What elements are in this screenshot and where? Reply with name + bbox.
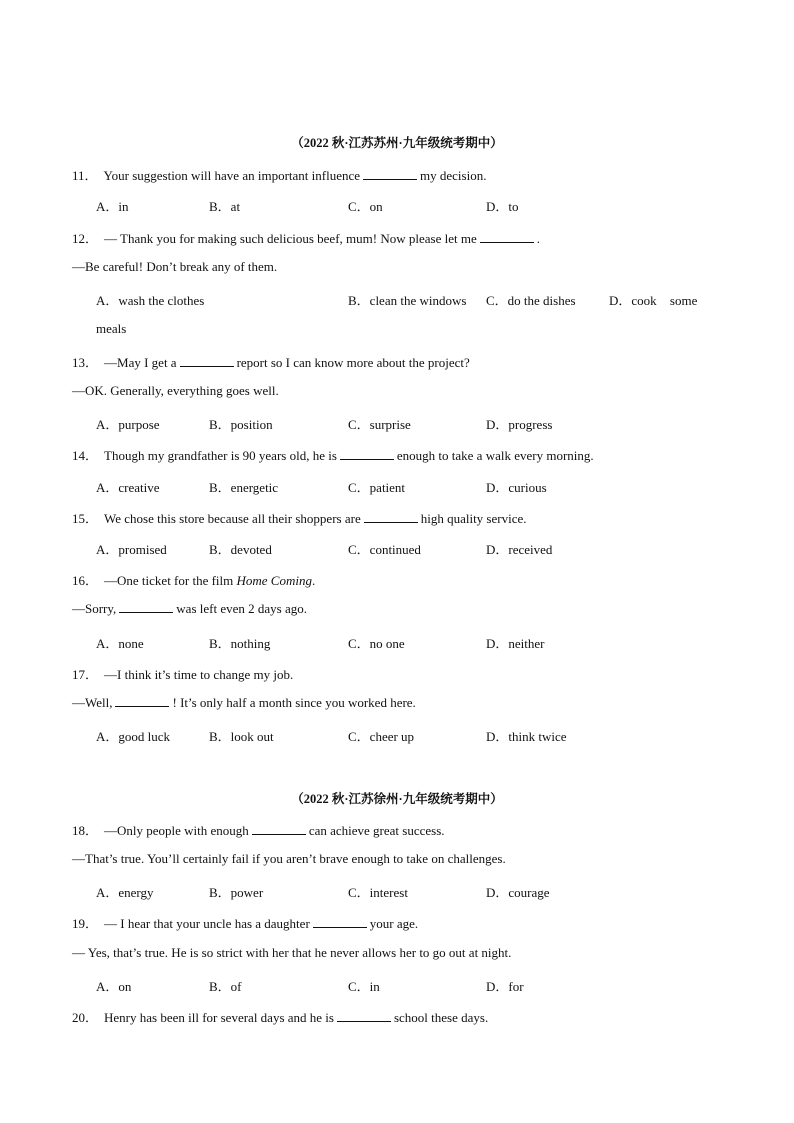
option-b: B．clean the windows [348, 293, 467, 308]
answer-blank [313, 916, 367, 928]
option-c: C．interest [348, 885, 408, 900]
question-number: 17． [72, 667, 99, 682]
option-d: D．curious [486, 480, 547, 495]
question-stem-end: school these days. [393, 1010, 489, 1025]
reply-19: — Yes, that’s true. He is so strict with her that he never allows her to go out at night. [72, 945, 512, 960]
option-d: D．to [486, 199, 519, 214]
question-17 [72, 664, 293, 683]
answer-blank [363, 168, 417, 180]
option-c: C．no one [348, 636, 405, 651]
option-b: B．of [209, 979, 242, 994]
option-c: C．on [348, 199, 383, 214]
question-stem: —I think it’s time to change my job. [104, 667, 294, 682]
question-12 [72, 228, 540, 247]
question-number: 20． [72, 1010, 99, 1025]
option-c: C．surprise [348, 417, 411, 432]
question-stem-end: . [536, 231, 540, 246]
question-number: 14． [72, 448, 99, 463]
question-number: 15． [72, 511, 99, 526]
question-number: 11． [72, 168, 98, 183]
option-d: D．think twice [486, 729, 567, 744]
question-number: 18． [72, 823, 99, 838]
question-15 [72, 508, 527, 527]
option-a: A．wash the clothes [96, 293, 205, 308]
reply-16 [72, 601, 307, 617]
option-b: B．nothing [209, 636, 271, 651]
option-d: D．for [486, 979, 524, 994]
option-a: A．purpose [96, 417, 160, 432]
question-stem: — Thank you for making such delicious beef, mum! Now please let me [104, 231, 477, 246]
question-stem: Your suggestion will have an important influence [103, 168, 361, 183]
answer-blank [115, 695, 169, 707]
reply-end: was left even 2 days ago. [176, 601, 307, 616]
option-c: C．continued [348, 542, 421, 557]
option-c: C．cheer up [348, 729, 415, 744]
option-b: B．position [209, 417, 273, 432]
question-20 [72, 1007, 488, 1026]
answer-blank [364, 511, 418, 523]
option-d: D．courage [486, 885, 550, 900]
option-c: C．do the dishes [486, 293, 576, 308]
question-14 [72, 445, 594, 464]
question-18 [72, 820, 445, 839]
option-d: D．received [486, 542, 553, 557]
question-stem: We chose this store because all their shoppers are [104, 511, 361, 526]
option-a: A．none [96, 636, 144, 651]
question-stem-end: report so I can know more about the project? [236, 355, 470, 370]
question-stem: Though my grandfather is 90 years old, he is [104, 448, 337, 463]
question-stem: —May I get a [104, 355, 177, 370]
question-number: 12． [72, 231, 99, 246]
reply-17 [72, 695, 416, 711]
question-stem-end: your age. [369, 916, 419, 931]
question-13 [72, 352, 470, 371]
option-b: B．at [209, 199, 241, 214]
option-a: A．in [96, 199, 129, 214]
question-stem-end: can achieve great success. [308, 823, 445, 838]
question-number: 16． [72, 573, 99, 588]
reply-start: —Well, [72, 695, 113, 710]
question-stem: — I hear that your uncle has a daughter [104, 916, 310, 931]
option-a: A．good luck [96, 729, 171, 744]
answer-blank [180, 355, 234, 367]
question-19 [72, 913, 418, 932]
question-stem: —One ticket for the film [104, 573, 234, 588]
section-header-xuzhou: （2022 秋·江苏徐州·九年级统考期中） [291, 792, 503, 806]
question-stem-end: . [311, 573, 316, 588]
option-a: A．promised [96, 542, 167, 557]
reply-end: ! It’s only half a month since you worked here. [172, 695, 416, 710]
answer-blank [252, 823, 306, 835]
option-d: D．neither [486, 636, 545, 651]
reply-13: —OK. Generally, everything goes well. [72, 383, 279, 398]
answer-blank [480, 231, 534, 243]
question-stem: Henry has been ill for several days and he is [104, 1010, 334, 1025]
question-11 [72, 165, 486, 184]
option-a: A．on [96, 979, 132, 994]
question-number: 19． [72, 916, 99, 931]
question-16 [72, 570, 315, 589]
answer-blank [119, 601, 173, 613]
option-b: B．look out [209, 729, 274, 744]
answer-blank [337, 1010, 391, 1022]
reply-12: —Be careful! Don’t break any of them. [72, 259, 278, 274]
section-header-suzhou: （2022 秋·江苏苏州·九年级统考期中） [291, 136, 503, 150]
option-b: B．devoted [209, 542, 272, 557]
question-number: 13． [72, 355, 99, 370]
option-b: B．power [209, 885, 264, 900]
option-a: A．energy [96, 885, 154, 900]
option-b: B．energetic [209, 480, 279, 495]
option-c: C．patient [348, 480, 406, 495]
option-a: A．creative [96, 480, 160, 495]
option-d-continued: meals [96, 321, 127, 336]
question-stem-end: high quality service. [420, 511, 527, 526]
answer-blank [340, 448, 394, 460]
options-12 [96, 290, 726, 308]
option-d: D．progress [486, 417, 553, 432]
option-d: D．cook some [609, 293, 698, 308]
reply-start: —Sorry, [72, 601, 117, 616]
option-c: C．in [348, 979, 380, 994]
reply-18: —That’s true. You’ll certainly fail if you aren’t brave enough to take on challenges. [72, 851, 506, 866]
question-stem-end: enough to take a walk every morning. [396, 448, 594, 463]
question-stem-end: my decision. [420, 168, 487, 183]
film-title: Home Coming [236, 573, 312, 588]
question-stem: —Only people with enough [104, 823, 249, 838]
